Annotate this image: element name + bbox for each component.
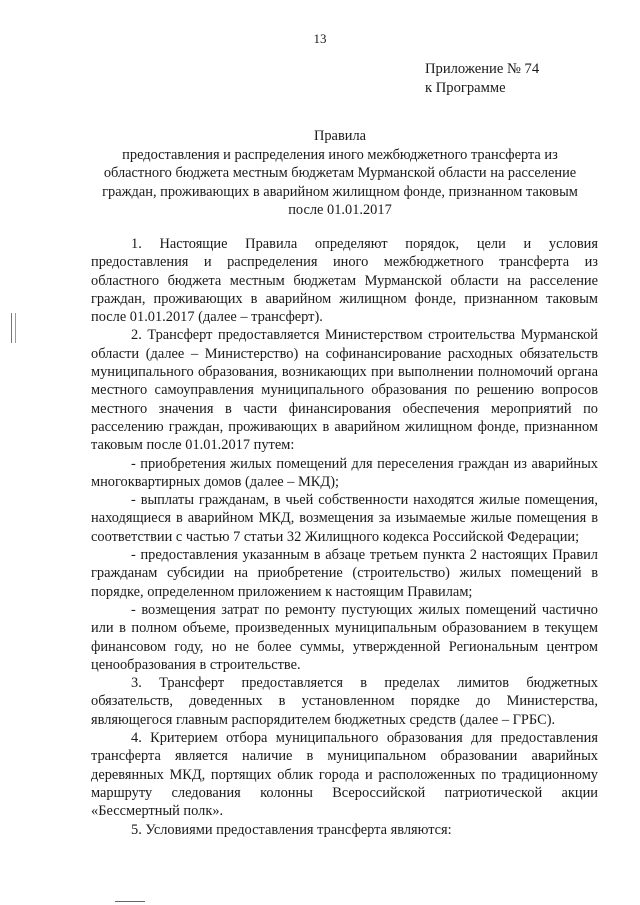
title-heading: Правила: [313, 128, 367, 144]
page-number: 13: [313, 31, 327, 46]
paragraph-5: 5. Условиями предоставления трансферта являются:: [131, 821, 452, 838]
paragraph-2: 2. Трансферт предоставляется Министерством строительства Мурманской области (далее – Министерство) на софинансирование расходных обязательств муниципального образования, возникающих при выполнении полномочий органа местного самоуправления муниципального образования по решению вопросов местного значения в части финансирования обеспечения мероприятий по расселению граждан, проживающих в аварийном жилищном фонде, признанном таковым после 01.01.2017 путем:: [91, 327, 598, 454]
list-item-3: - предоставления указанным в абзаце третьем пункта 2 настоящих Правил гражданам субсидии на приобретение (строительство) жилых помещений в порядке, определенном приложением к настоящим Правилам;: [91, 547, 598, 600]
list-item-4: - возмещения затрат по ремонту пустующих жилых помещений частично или в полном объеме, произведенных муниципальным образованием в текущем финансовом году, но не более суммы, утвержденной Региональным центром ценообразования в строительстве.: [91, 601, 598, 673]
title-line-3: граждан, проживающих в аварийном жилищном фонде, признанном таковым: [102, 183, 578, 200]
appendix-program: к Программе: [425, 80, 506, 96]
title-line-1: предоставления и распределения иного межбюджетного трансферта из: [122, 146, 558, 163]
appendix-block: [425, 60, 539, 98]
appendix-number: Приложение № 74: [425, 61, 540, 77]
document-title: [95, 127, 585, 220]
list-item-2: - выплаты гражданам, в чьей собственности находятся жилые помещения, находящиеся в аварийном МКД, возмещения за изымаемые жилые помещения в соответствии с частью 7 статьи 32 Жилищного кодекса Российской Федерации;: [91, 492, 598, 545]
margin-mark: [11, 313, 16, 343]
title-line-2: областного бюджета местным бюджетам Мурманской области на расселение: [103, 165, 577, 181]
paragraph-4: 4. Критерием отбора муниципального образования для предоставления трансферта является наличие в муниципальном образовании аварийных деревянных МКД, портящих облик города и расположенных по традиционному маршруту следования колонны Всероссийской патриотической акции «Бессмертный полк».: [91, 730, 598, 820]
document-body: [91, 235, 598, 839]
footnote-rule: [115, 901, 145, 902]
title-line-4: после 01.01.2017: [288, 202, 392, 218]
paragraph-3: 3. Трансферт предоставляется в пределах лимитов бюджетных обязательств, доведенных в установленном порядке до Министерства, являющегося главным распорядителем бюджетных средств (далее – ГРБС).: [91, 675, 598, 728]
list-item-1: - приобретения жилых помещений для переселения граждан из аварийных многоквартирных домов (далее – МКД);: [91, 455, 598, 490]
paragraph-1: 1. Настоящие Правила определяют порядок, цели и условия предоставления и распределения иного межбюджетного трансферта из областного бюджета местным бюджетам Мурманской области на расселение граждан, проживающих в аварийном жилищном фонде, признанном таковым после 01.01.2017 (далее – трансферт).: [91, 236, 598, 326]
